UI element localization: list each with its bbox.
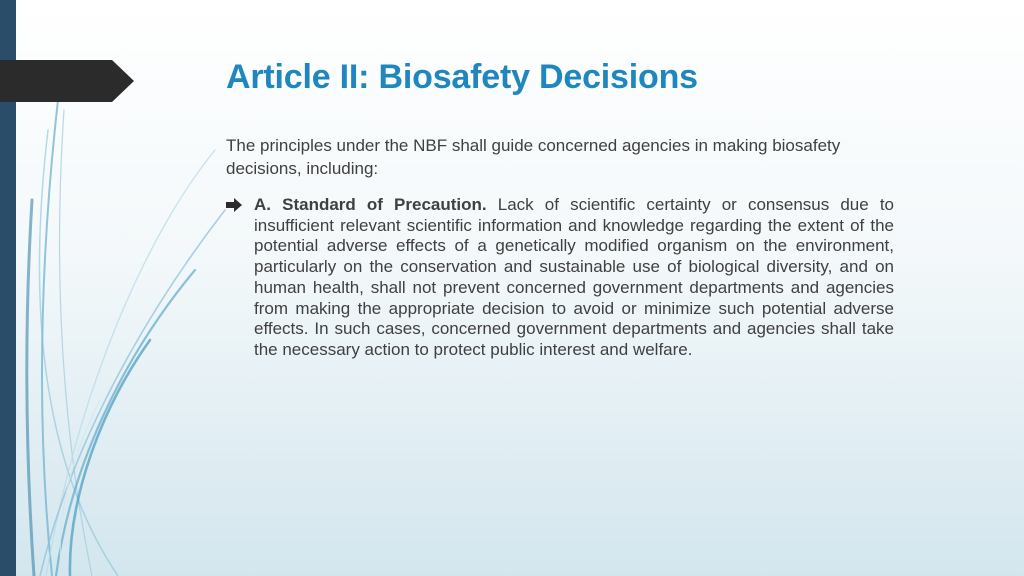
page-title: Article II: Biosafety Decisions (226, 58, 698, 96)
bullet-heading: A. Standard of Precaution. (254, 195, 487, 214)
bullet-item (226, 195, 894, 361)
title-tab-marker (0, 60, 134, 102)
intro-paragraph: The principles under the NBF shall guide concerned agencies in making biosafety decisions, including: (226, 136, 841, 178)
bullet-body: Lack of scientific certainty or consensus due to insufficient relevant scientific information and knowledge regarding the extent of the potential adverse effects of a genetically modified organism on the environment, particularly on the conservation and sustainable use of biological diversity, and on human health, shall not prevent concerned government departments and agencies from making the appropriate decision to avoid or minimize such potential adverse effects. In such cases, concerned government departments and agencies shall take the necessary action to protect public interest and welfare. (254, 195, 894, 359)
arrow-right-icon (226, 198, 242, 212)
bullet-text (254, 195, 894, 361)
